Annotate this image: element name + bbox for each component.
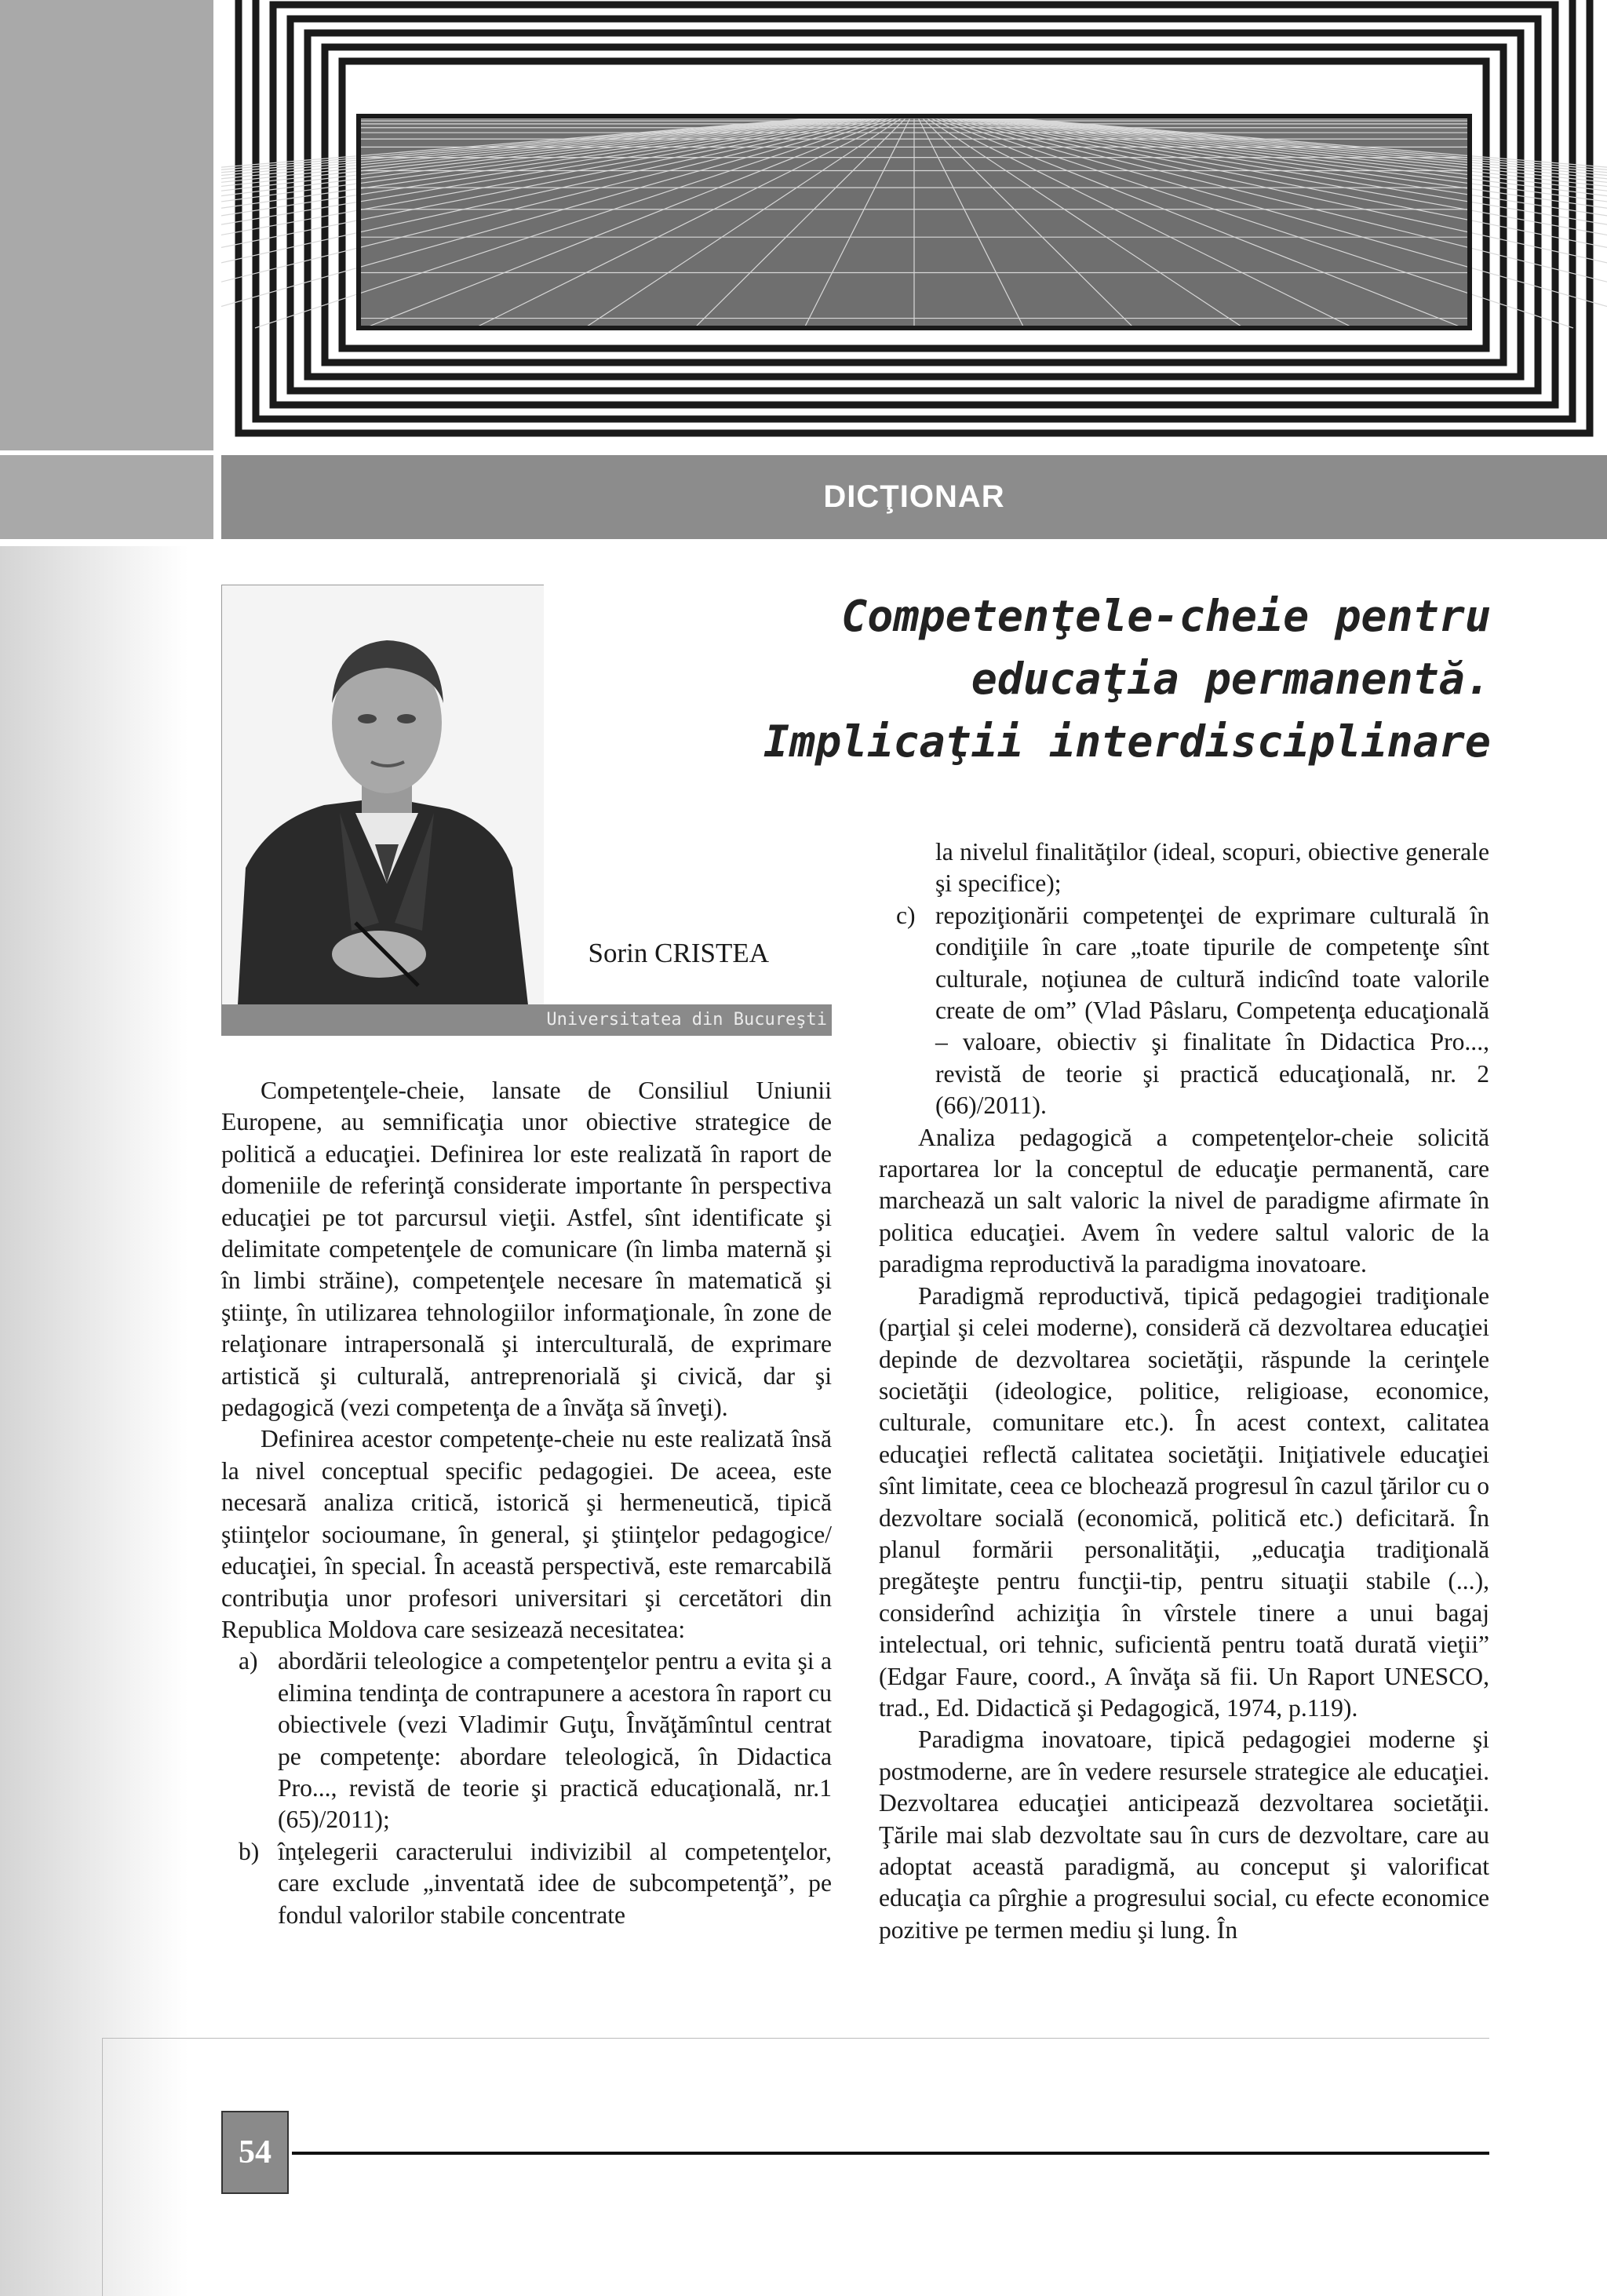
- footer-vertical-rule: [102, 2038, 103, 2296]
- left-margin-gradient: [0, 546, 188, 2296]
- list-item-text: abordării teleologice a competenţelor pentru a evita şi a elimina tendinţa de contrapunere a acestora în raport cu obiectivele (vezi Vladimir Guţu, Învăţămîntul centrat pe competenţe: abordare teleologică, în Didactica Pro..., revistă de teorie şi practică educaţională, nr.1 (65)/2011);: [278, 1647, 832, 1834]
- list-item-text: la nivelul finalităţilor (ideal, scopuri, obiective generale şi specifice);: [935, 838, 1489, 898]
- paragraph: Paradigma inovatoare, tipică pedagogiei moderne şi postmoderne, are în vedere resursele strategice ale educaţiei. Dezvoltarea educaţiei anticipează dezvoltarea societăţii. Ţările mai slab dezvoltate sau în curs de dezvoltare, care au adoptat această paradigmă, au conceput şi valorificat educaţia ca pîrghie a progresului social, cu efecte economice pozitive pe termen mediu şi lung. În: [879, 1726, 1489, 1944]
- right-text-column: [879, 836, 1489, 1946]
- list-item: [879, 900, 1489, 1122]
- list-item-text: repoziţionării competenţei de exprimare culturală în condiţiile în care „toate tipurile de competenţe sînt culturale, noţiunea de cultură indicînd toate valorile create de om” (Vlad Pâslaru, Competenţa educaţională – valoare, obiectiv şi finalitate în Didactica Pro..., revistă de teorie şi practică educaţională, nr. 2 (66)/2011).: [935, 901, 1489, 1120]
- list-marker: a): [239, 1647, 258, 1675]
- paragraph: Competenţele-cheie, lansate de Consiliul Uniunii Europene, au semnificaţia unor obiective strategice de politică a educaţiei. Definirea lor este realizată în raport de domeniile de referinţă considerate importante în perspectiva educaţiei pe tot parcursul vieţii. Astfel, sînt identificate şi delimitate competenţele de comunicare (în limba maternă şi în limbi străine), competenţele necesare în matematică şi ştiinţe, în utilizarea tehnologiilor informaţionale, în zone de relaţionare intrapersonală şi interculturală, de exprimare artistică şi culturală, antreprenorială şi civică, dar şi pedagogică (vezi competenţa de a învăţa să înveţi).: [221, 1077, 832, 1422]
- article-title-line: educaţia permanentă.: [971, 654, 1491, 704]
- portrait-illustration: [222, 585, 544, 1005]
- footer-divider: [102, 2038, 1489, 2039]
- list-item: [221, 1836, 832, 1931]
- article-title-line: Competenţele-cheie pentru: [841, 591, 1491, 641]
- page-number: 54: [239, 2134, 271, 2170]
- list-marker: c): [896, 901, 916, 929]
- left-margin-panel: [0, 0, 213, 450]
- paragraph: Paradigmă reproductivă, tipică pedagogiei tradiţionale (parţial şi celei moderne), consideră că dezvoltarea educaţiei depinde de dezvoltarea societăţii, răspunde la cerinţele societăţii (ideologice, politice, religioase, economice, culturale, comunitare etc.). În acest context, calitatea educaţiei reflectă calitatea societăţii. Iniţiativele educaţiei sînt limitate, ceea ce blochează progresul în cazul ţărilor cu o dezvoltare socială (economică, politică etc.) deficitară. În planul formării personalităţii, „educaţia tradiţională pregăteşte pentru funcţii-tip, pentru situaţii stabile (...), considerînd achiziţia în vîrstele tinere a unui bagaj intelectual, ori tehnic, suficientă pentru toată durată vieţii” (Edgar Faure, coord., A învăţa să fii. Un Raport UNESCO, trad., Ed. Didactică şi Pedagogică, 1974, p.119).: [879, 1281, 1489, 1722]
- list-marker: b): [239, 1837, 260, 1865]
- header-perspective-art: [221, 0, 1607, 450]
- paragraph: Definirea acestor competenţe-cheie nu este realizată însă la nivel conceptual specific pedagogiei. De aceea, este necesară analiza critică, istorică şi hermeneutică, tipică ştiinţelor socioumane, în general, şi ştiinţelor pedagogice/ educaţiei, în special. În această perspectivă, este remarcabilă contribuţia unor profesori universitari şi cercetători din Republica Moldova care sesizează necesitatea:: [221, 1425, 832, 1643]
- article-title: [581, 585, 1491, 773]
- section-title: DICŢIONAR: [823, 479, 1005, 514]
- footer-rule: [292, 2152, 1489, 2155]
- author-photo: [221, 585, 544, 1005]
- list-item-continuation: [879, 836, 1489, 900]
- left-text-column: [221, 1075, 832, 1931]
- author-affiliation: Universitatea din Bucureşti: [546, 1010, 827, 1030]
- list-item-text: înţelegerii caracterului indivizibil al competenţelor, care exclude „inventată idee de subcompetenţă”, pe fondul valorilor stabile concentrate: [278, 1837, 832, 1929]
- paragraph: Analiza pedagogică a competenţelor-cheie solicită raportarea lor la conceptul de educaţie permanentă, care marchează un salt valoric la nivel de paradigme afirmate în politica educaţiei. Avem în vedere saltul valoric de la paradigma reproductivă la paradigma inovatoare.: [879, 1123, 1489, 1278]
- article-title-line: Implicaţii interdisciplinare: [763, 716, 1491, 767]
- left-margin-band: [0, 455, 213, 539]
- list-item: [221, 1645, 832, 1835]
- author-name: Sorin CRISTEA: [588, 938, 769, 968]
